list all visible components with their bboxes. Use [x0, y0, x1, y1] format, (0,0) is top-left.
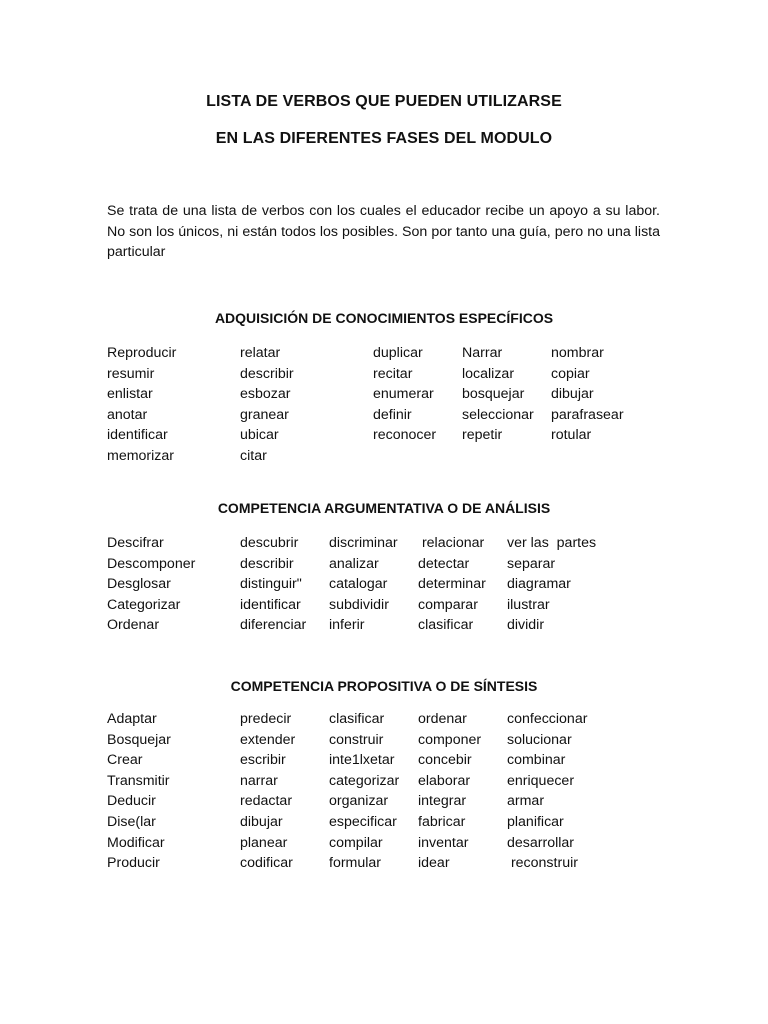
verb-conocimientos-r2-c1: resumir — [107, 365, 155, 382]
verb-analisis-r4-c4: comparar — [418, 596, 478, 613]
verb-sintesis-r1-c1: Adaptar — [107, 711, 157, 727]
verb-sintesis-r4-c1: Transmitir — [107, 772, 170, 789]
verb-sintesis-r8-c5: reconstruir — [507, 855, 578, 872]
verb-sintesis-r7-c3: compilar — [329, 834, 383, 851]
verb-sintesis-r2-c4: componer — [418, 731, 482, 748]
verb-conocimientos-r1-c2: relatar — [240, 345, 281, 361]
verb-conocimientos-r3-c4: bosquejar — [462, 386, 525, 402]
verb-analisis-r3-c2: distinguir" — [240, 576, 302, 592]
verb-sintesis-r7-c1: Modificar — [107, 834, 165, 851]
verb-sintesis-r1-c5: confeccionar — [507, 711, 588, 727]
verb-analisis-r5-c4: clasificar — [418, 617, 474, 633]
verb-analisis-r5-c1: Ordenar — [107, 617, 160, 633]
verb-sintesis-r8-c2: codificar — [240, 855, 293, 872]
verb-analisis-r4-c5: ilustrar — [507, 596, 550, 613]
verb-conocimientos-r3-c2: esbozar — [240, 386, 291, 402]
verb-conocimientos-r4-c2: granear — [240, 406, 289, 423]
verb-sintesis-r5-c3: organizar — [329, 793, 389, 810]
verb-sintesis-r6-c1: Dise(lar — [107, 814, 156, 830]
document-title-line-1: LISTA DE VERBOS QUE PUEDEN UTILIZARSE — [206, 93, 562, 110]
verb-conocimientos-r1-c5: nombrar — [551, 345, 604, 361]
verb-analisis-r2-c1: Descomponer — [107, 555, 196, 572]
section-heading-analisis: COMPETENCIA ARGUMENTATIVA O DE ANÁLISIS — [217, 500, 551, 516]
verb-analisis-r3-c1: Desglosar — [107, 576, 171, 592]
verb-analisis-r2-c5: separar — [507, 555, 556, 572]
verb-sintesis-r6-c3: especificar — [329, 814, 397, 830]
verb-sintesis-r2-c1: Bosquejar — [107, 731, 171, 748]
document-title-line-2: EN LAS DIFERENTES FASES DEL MODULO — [215, 130, 553, 147]
verb-analisis-r1-c3: discriminar — [329, 535, 398, 551]
verb-sintesis-r8-c4: idear — [418, 855, 450, 872]
verb-conocimientos-r2-c2: describir — [240, 365, 294, 382]
verb-conocimientos-r5-c5: rotular — [551, 427, 592, 443]
verb-sintesis-r2-c2: extender — [240, 731, 296, 748]
verb-sintesis-r8-c3: formular — [329, 855, 382, 872]
verb-conocimientos-r6-c2: citar — [240, 447, 267, 464]
verb-conocimientos-r5-c4: repetir — [462, 427, 503, 443]
verb-sintesis-r1-c4: ordenar — [418, 711, 467, 727]
verb-sintesis-r5-c1: Deducir — [107, 793, 156, 810]
verb-analisis-r4-c1: Categorizar — [107, 596, 181, 613]
verb-sintesis-r4-c2: narrar — [240, 772, 278, 789]
verb-analisis-r3-c3: catalogar — [329, 576, 388, 592]
verb-conocimientos-r1-c3: duplicar — [373, 345, 423, 361]
verb-analisis-r5-c5: dividir — [507, 617, 545, 633]
verb-analisis-r2-c4: detectar — [418, 555, 470, 572]
verb-sintesis-r1-c2: predecir — [240, 711, 292, 727]
verb-analisis-r5-c2: diferenciar — [240, 617, 307, 633]
verb-sintesis-r3-c4: concebir — [418, 752, 472, 769]
verb-sintesis-r4-c3: categorizar — [329, 772, 400, 789]
verb-sintesis-r1-c3: clasificar — [329, 711, 385, 727]
verb-sintesis-r5-c2: redactar — [240, 793, 293, 810]
verb-conocimientos-r4-c3: definir — [373, 406, 412, 423]
verb-sintesis-r3-c1: Crear — [107, 752, 143, 769]
verb-analisis-r1-c4: relacionar — [418, 535, 485, 551]
verb-analisis-r4-c3: subdividir — [329, 596, 389, 613]
verb-analisis-r3-c4: determinar — [418, 576, 486, 592]
verb-sintesis-r8-c1: Producir — [107, 855, 160, 872]
verb-analisis-r1-c2: descubrir — [240, 535, 299, 551]
verb-conocimientos-r6-c1: memorizar — [107, 447, 175, 464]
verb-conocimientos-r3-c3: enumerar — [373, 386, 434, 402]
verb-analisis-r3-c5: diagramar — [507, 576, 571, 592]
verb-conocimientos-r2-c3: recitar — [373, 365, 413, 382]
verb-sintesis-r7-c2: planear — [240, 834, 288, 851]
verb-sintesis-r3-c2: escribir — [240, 752, 286, 769]
verb-sintesis-r6-c4: fabricar — [418, 814, 466, 830]
verb-sintesis-r5-c5: armar — [507, 793, 545, 810]
verb-sintesis-r5-c4: integrar — [418, 793, 467, 810]
verb-conocimientos-r2-c4: localizar — [462, 365, 515, 382]
verb-sintesis-r7-c4: inventar — [418, 834, 469, 851]
intro-paragraph: Se trata de una lista de verbos con los cuales el educador recibe un apoyo a su labor. No son los únicos, ni están todos los posibles. Son por tanto una guía, pero no una lista particular — [107, 203, 660, 260]
verb-conocimientos-r3-c1: enlistar — [107, 386, 153, 402]
verb-conocimientos-r1-c4: Narrar — [462, 345, 503, 361]
section-heading-conocimientos: ADQUISICIÓN DE CONOCIMIENTOS ESPECÍFICOS — [214, 310, 554, 326]
verb-analisis-r4-c2: identificar — [240, 596, 301, 613]
verb-analisis-r5-c3: inferir — [329, 617, 365, 633]
verb-sintesis-r3-c3: inte1lxetar — [329, 752, 395, 769]
verb-analisis-r1-c5: ver las partes — [507, 535, 597, 551]
verb-conocimientos-r5-c3: reconocer — [373, 427, 437, 443]
verb-conocimientos-r4-c5: parafrasear — [551, 406, 624, 423]
verb-sintesis-r4-c5: enriquecer — [507, 772, 575, 789]
verb-conocimientos-r2-c5: copiar — [551, 365, 590, 382]
verb-sintesis-r2-c3: construir — [329, 731, 384, 748]
verb-analisis-r2-c2: describir — [240, 555, 294, 572]
verb-sintesis-r6-c5: planificar — [507, 814, 564, 830]
verb-sintesis-r7-c5: desarrollar — [507, 834, 575, 851]
verb-sintesis-r6-c2: dibujar — [240, 814, 283, 830]
section-heading-sintesis: COMPETENCIA PROPOSITIVA O DE SÍNTESIS — [230, 678, 538, 694]
verb-conocimientos-r4-c1: anotar — [107, 406, 148, 423]
verb-conocimientos-r5-c1: identificar — [107, 427, 168, 443]
verb-conocimientos-r4-c4: seleccionar — [462, 406, 534, 423]
verb-conocimientos-r1-c1: Reproducir — [107, 345, 177, 361]
verb-analisis-r1-c1: Descifrar — [107, 535, 164, 551]
verb-sintesis-r3-c5: combinar — [507, 752, 566, 769]
verb-analisis-r2-c3: analizar — [329, 555, 379, 572]
verb-conocimientos-r3-c5: dibujar — [551, 386, 594, 402]
verb-sintesis-r2-c5: solucionar — [507, 731, 572, 748]
verb-sintesis-r4-c4: elaborar — [418, 772, 471, 789]
verb-conocimientos-r5-c2: ubicar — [240, 427, 279, 443]
